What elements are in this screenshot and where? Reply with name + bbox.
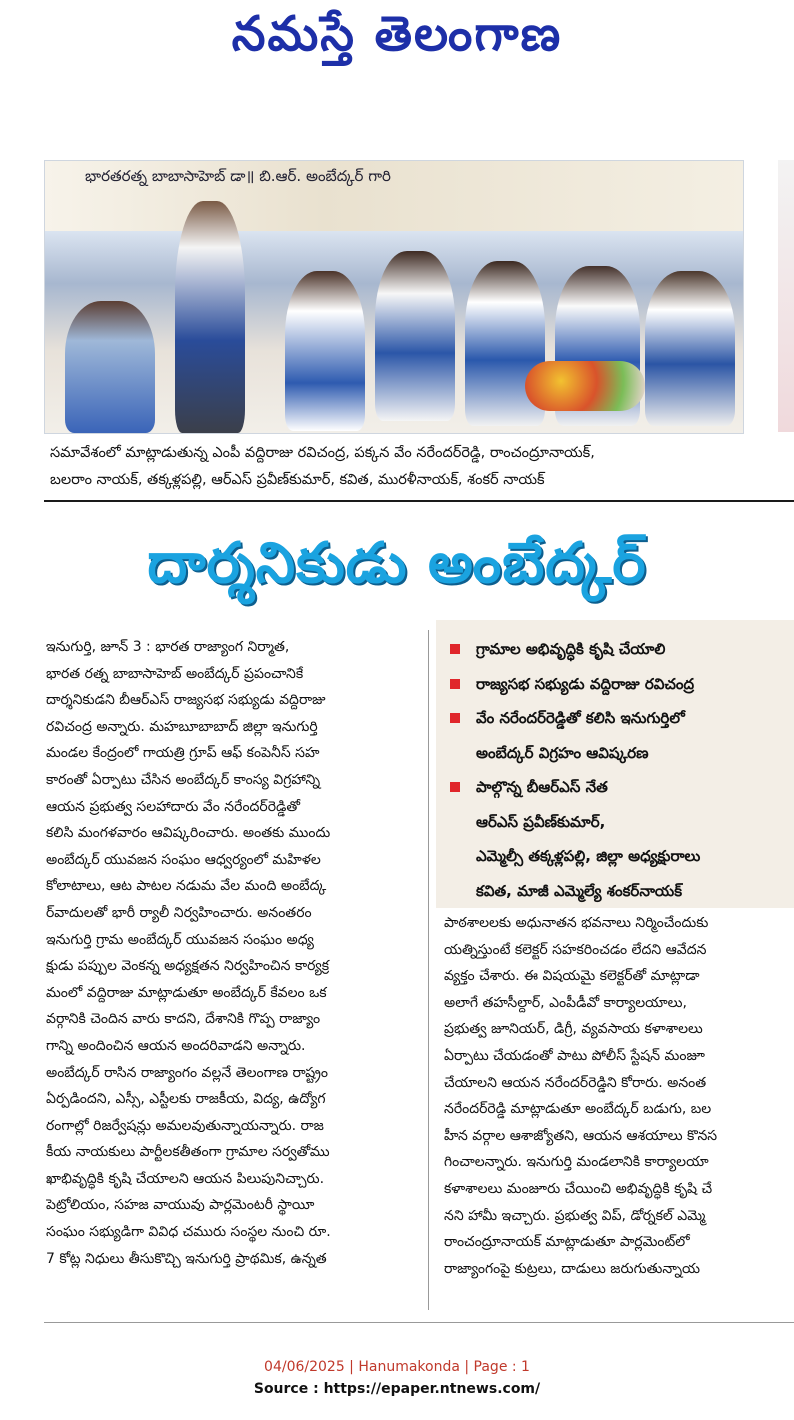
article-line: రాంచంద్రూనాయక్ మాట్లాడుతూ పార్లమెంట్‌లో [444,1234,690,1251]
highlight-text: ఎమ్మెల్సీ తక్కళ్లపల్లి, జిల్లా అధ్యక్షురాలు [476,847,701,865]
highlights-box [436,620,794,908]
headline [0,520,794,620]
article-line: ఏర్పడిందని, ఎస్సీ, ఎస్టీలకు రాజకీయ, విద్య, ఉద్యోగ [46,1091,326,1108]
article-line: కలిసి మంగళవారం ఆవిష్కరించారు. అంతకు ముందు [46,825,331,842]
highlight-item [450,770,794,805]
highlight-text: అంబేద్కర్ విగ్రహం ఆవిష్కరణ [476,743,649,762]
photo-caption [50,440,750,494]
highlight-item [450,632,794,667]
article-line: కళాశాలలు మంజూరు చేయించి అభివృద్ధికి కృషి చే [444,1180,713,1197]
highlight-text: కవిత, మాజీ ఎమ్మెల్యే శంకర్‌నాయక్ [476,881,683,900]
seated-figure [285,271,365,431]
article-line: క్షుడు పప్పుల వెంకన్న అధ్యక్షతన నిర్వహించిన కార్యక్ర [46,958,330,975]
footer-meta: 04/06/2025 | Hanumakonda | Page : 1 [264,1359,530,1375]
article-line: యత్నిస్తుంటే కలెక్టర్ సహకరించడం లేదని ఆవేదన [444,941,707,958]
highlight-item-continuation [450,805,794,840]
article-line: పెట్రోలియం, సహజ వాయువు పార్లమెంటరీ స్థాయీ [46,1197,315,1214]
stage-banner-text: భారతరత్న బాబాసాహెబ్ డా॥ బి.ఆర్. అంబేద్కర్ గారి [85,167,391,185]
article-line: గాన్ని అందించిన ఆయన అందరివాడని అన్నారు. [46,1037,306,1054]
caption-line: సమావేశంలో మాట్లాడుతున్న ఎంపీ వద్దిరాజు రవిచంద్ర, పక్కన వేం నరేందర్‌రెడ్డి, రాంచంద్రూనాయక్, [50,445,595,461]
article-line: ర్‌వాదులతో భారీ ర్యాలీ నిర్వహించారు. అనంతరం [46,904,312,921]
square-bullet-icon [450,644,460,654]
article-line: 7 కోట్ల నిధులు తీసుకొచ్చి ఇనుగుర్తి ప్రాథమిక, ఉన్నత [46,1250,327,1267]
article-line: భారత రత్న బాబాసాహెబ్ అంబేద్కర్ ప్రపంచానికే [46,665,304,682]
article-body-right [444,910,794,1282]
adjacent-photo-edge [778,160,794,432]
square-bullet-icon [450,713,460,723]
article-body-left [46,634,418,1272]
article-line: చేయాలని ఆయన నరేందర్‌రెడ్డిని కోరారు. అనంత [444,1074,707,1091]
highlight-text: రాజ్యసభ సభ్యుడు వద్దిరాజు రవిచంద్ర [476,674,695,693]
speaker-figure [175,201,245,433]
seated-figure [645,271,735,426]
article-line: రాజ్యాంగంపై కుట్రలు, దాడులు జరుగుతున్నాయ [444,1260,701,1277]
divider [44,500,794,502]
square-bullet-icon [450,679,460,689]
article-line: రంగాల్లో రిజర్వేషన్లు అమలవుతున్నాయన్నారు. రాజ [46,1117,324,1134]
caption-line: బలరాం నాయక్, తక్కళ్లపల్లి, ఆర్‌ఎస్ ప్రవీణ్‌కుమార్, కవిత, మురళీనాయక్, శంకర్ నాయక్ [50,472,545,488]
highlight-text: పాల్గొన్న బీఆర్‌ఎస్ నేత [476,778,608,796]
article-line: కోలాటాలు, ఆట పాటల నడుమ వేల మంది అంబేద్క [46,878,327,895]
article-line: ఆయన ప్రభుత్వ సలహాదారు వేం నరేందర్‌రెడ్డితో [46,798,301,815]
article-line: నని హామీ ఇచ్చారు. ప్రభుత్వ విప్, డోర్నకల్ ఎమ్మె [444,1207,706,1224]
article-line: ఇనుగుర్తి గ్రామ అంబేద్కర్ యువజన సంఘం అధ్య [46,931,314,948]
headline-text: దార్శనికుడు అంబేద్కర్ [147,530,647,596]
seated-figure [65,301,155,433]
article-line: దార్శనికుడని బీఆర్‌ఎస్ రాజ్యసభ సభ్యుడు వద్దిరాజు [46,692,326,709]
article-line: ప్రభుత్వ జూనియర్, డిగ్రీ, వ్యవసాయ కళాశాలలు [444,1021,703,1038]
article-line: కారంతో ఏర్పాటు చేసిన అంబేద్కర్ కాంస్య విగ్రహాన్ని [46,771,321,788]
highlight-item-continuation [450,736,794,771]
article-line: ఏర్పాటు చేయడంతో పాటు పోలీస్ స్టేషన్ మంజూ [444,1047,705,1064]
newspaper-title: నమస్తే తెలంగాణ [231,6,563,62]
article-line: వ్యక్తం చేశారు. ఈ విషయమై కలెక్టర్‌తో మాట్లాడా [444,968,700,985]
article-line: ఖాభివృద్ధికి కృషి చేయాలని ఆయన పిలుపునిచ్చారు. [46,1170,325,1187]
highlight-item [450,701,794,736]
footer [0,1356,794,1400]
article-line: అంబేద్కర్ రాసిన రాజ్యాంగం వల్లనే తెలంగాణ రాష్ట్రం [46,1064,328,1081]
article-line: మండల కేంద్రంలో గాయత్రి గ్రూప్ ఆఫ్ కంపెనీస్ సహ [46,745,320,762]
highlight-item-continuation [450,839,794,874]
masthead [0,0,794,80]
footer-source: Source : https://epaper.ntnews.com/ [253,1381,541,1397]
article-line: అంబేద్కర్ యువజన సంఘం ఆధ్వర్యంలో మహిళల [46,851,321,868]
article-line: నరేందర్‌రెడ్డి మాట్లాడుతూ అంబేద్కర్ బడుగు, బల [444,1101,712,1118]
article-line: మంలో వద్దిరాజు మాట్లాడుతూ అంబేద్కర్ కేవలం ఒక [46,984,327,1001]
article-line: సంఘం సభ్యుడిగా వివిధ చమురు సంస్థల నుంచి రూ. [46,1224,331,1241]
article-line: అలాగే తహసీల్దార్, ఎంపీడీవో కార్యాలయాలు, [444,994,687,1011]
divider [44,1322,794,1323]
highlights-list [436,620,794,908]
article-line: కీయ నాయకులు పార్టీలకతీతంగా గ్రామాల సర్వతోము [46,1144,330,1161]
article-line: హీన వర్గాల ఆశాజ్యోతని, ఆయన ఆశయాలు కొనస [444,1127,718,1144]
highlight-text: వేం నరేందర్‌రెడ్డితో కలిసి ఇనుగుర్తిలో [476,709,685,727]
article-line: వర్గానికి చెందిన వారు కాదని, దేశానికి గొప్ప రాజ్యాం [46,1011,321,1028]
highlight-text: గ్రామాల అభివృద్ధికి కృషి చేయాలి [476,640,666,658]
highlight-item-continuation [450,874,794,909]
article-line: గించాలన్నారు. ఇనుగుర్తి మండలానికి కార్యాలయా [444,1154,709,1171]
article-line: ఇనుగుర్తి, జూన్ 3 : భారత రాజ్యాంగ నిర్మాత, [46,639,290,655]
flower-bouquet [525,361,645,411]
event-photo [44,160,744,434]
article-line: రవిచంద్ర అన్నారు. మహబూబాబాద్ జిల్లా ఇనుగుర్తి [46,718,318,735]
highlight-text: ఆర్‌ఎస్ ప్రవీణ్‌కుమార్, [476,812,606,831]
article-line: పాఠశాలలకు అధునాతన భవనాలు నిర్మించేందుకు [444,915,709,931]
column-divider [428,630,429,1310]
square-bullet-icon [450,782,460,792]
seated-figure [375,251,455,421]
highlight-item [450,667,794,702]
